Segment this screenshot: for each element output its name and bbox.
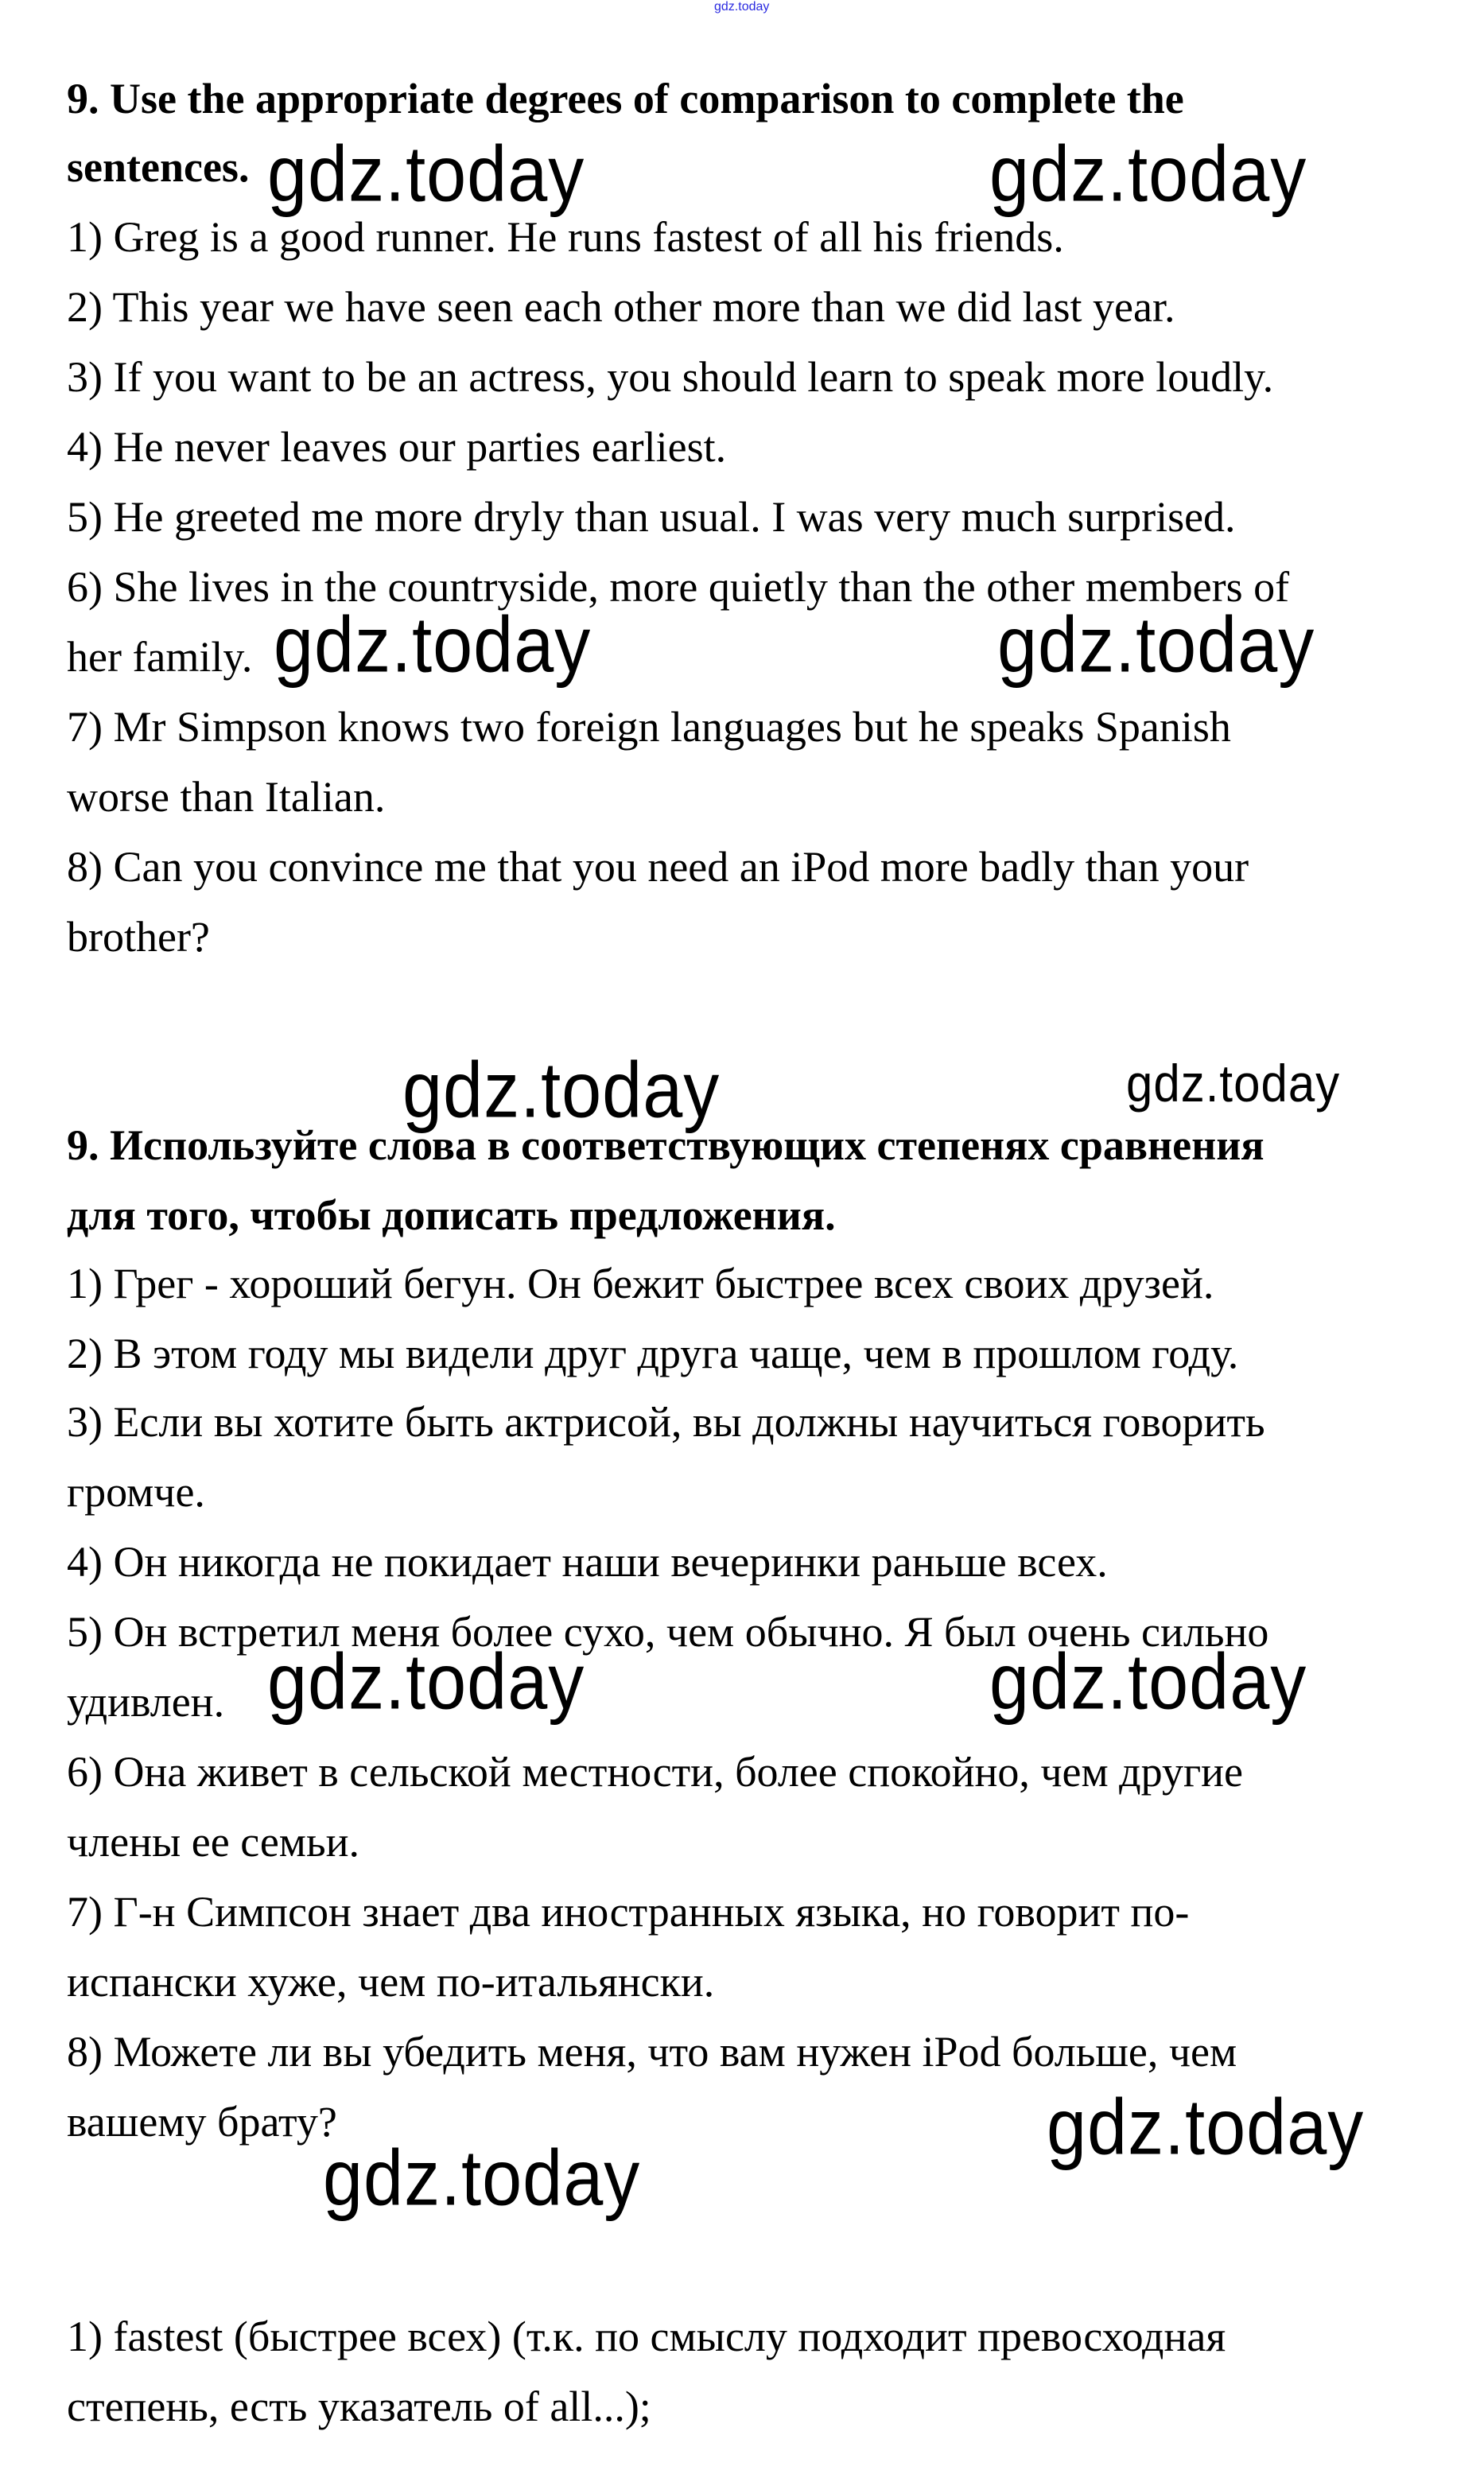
answer-line: 1) fastest (быстрее всех) (т.к. по смыслу подходит превосходная — [67, 2313, 1226, 2360]
top-watermark: gdz.today — [714, 0, 770, 14]
russian-line: члены ее семьи. — [67, 1818, 359, 1866]
watermark: gdz.today — [402, 1047, 721, 1135]
watermark: gdz.today — [267, 130, 585, 219]
english-line: 8) Can you convince me that you need an iPod more badly than your — [67, 843, 1249, 891]
russian-line: 8) Можете ли вы убедить меня, что вам нужен iPod больше, чем — [67, 2028, 1237, 2076]
english-line: 6) She lives in the countryside, more quietly than the other members of — [67, 563, 1290, 611]
english-line: 4) He never leaves our parties earliest. — [67, 423, 727, 471]
answer-line: степень, есть указатель of all...); — [67, 2383, 651, 2430]
watermark: gdz.today — [1047, 2084, 1365, 2172]
english-title-cont: sentences. — [67, 143, 250, 191]
watermark: gdz.today — [989, 1638, 1307, 1726]
russian-line: громче. — [67, 1468, 205, 1516]
watermark: gdz.today — [267, 1638, 585, 1726]
english-line: 3) If you want to be an actress, you should learn to speak more loudly. — [67, 353, 1274, 401]
english-title: 9. Use the appropriate degrees of comparison to complete the — [67, 75, 1184, 122]
watermark: gdz.today — [989, 130, 1307, 219]
russian-line: испански хуже, чем по-итальянски. — [67, 1958, 715, 2006]
english-line: 5) He greeted me more dryly than usual. I was very much surprised. — [67, 493, 1236, 541]
russian-line: 4) Он никогда не покидает наши вечеринки раньше всех. — [67, 1538, 1108, 1586]
russian-line: 6) Она живет в сельской местности, более спокойно, чем другие — [67, 1748, 1243, 1796]
watermark: gdz.today — [274, 601, 592, 689]
watermark: gdz.today — [323, 2134, 641, 2223]
english-line: brother? — [67, 913, 210, 961]
english-line: 7) Mr Simpson knows two foreign languages but he speaks Spanish — [67, 703, 1231, 751]
russian-line: вашему брату? — [67, 2098, 337, 2146]
english-line: 2) This year we have seen each other more than we did last year. — [67, 283, 1175, 331]
russian-line: удивлен. — [67, 1678, 225, 1726]
russian-line: 1) Грег - хороший бегун. Он бежит быстрее всех своих друзей. — [67, 1260, 1214, 1307]
english-line: worse than Italian. — [67, 773, 386, 821]
russian-title: 9. Используйте слова в соответствующих степенях сравнения — [67, 1121, 1265, 1169]
russian-line: 5) Он встретил меня более сухо, чем обычно. Я был очень сильно — [67, 1608, 1269, 1656]
english-line: 1) Greg is a good runner. He runs fastest of all his friends. — [67, 213, 1064, 261]
english-line: her family. — [67, 633, 253, 681]
russian-line: 2) В этом году мы видели друг друга чаще, чем в прошлом году. — [67, 1330, 1239, 1377]
russian-line: 3) Если вы хотите быть актрисой, вы должны научиться говорить — [67, 1398, 1265, 1446]
watermark: gdz.today — [997, 601, 1315, 689]
russian-line: 7) Г-н Симпсон знает два иностранных языка, но говорит по- — [67, 1888, 1190, 1936]
russian-title-cont: для того, чтобы дописать предложения. — [67, 1191, 836, 1239]
watermark: gdz.today — [1126, 1054, 1341, 1113]
